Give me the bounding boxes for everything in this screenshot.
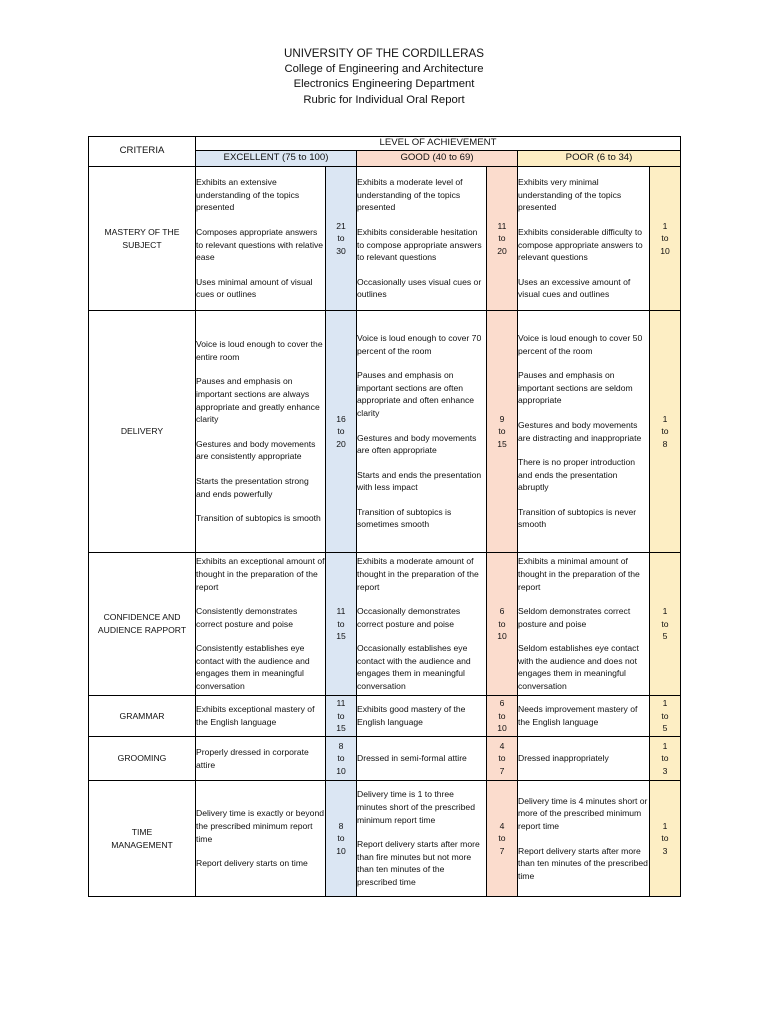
score-text: 10 bbox=[497, 631, 507, 642]
rubric-row bbox=[89, 553, 681, 696]
excellent-score-cell bbox=[326, 167, 357, 311]
excellent-score-cell bbox=[326, 737, 357, 781]
descriptor-text: Voice is loud enough to cover 70 percent of the room bbox=[357, 332, 482, 356]
score-text: 15 bbox=[497, 438, 507, 449]
good-descriptor-cell bbox=[357, 553, 487, 696]
score-text: to bbox=[337, 426, 345, 437]
document-title: Rubric for Individual Oral Report bbox=[303, 93, 465, 106]
score-text: to bbox=[498, 618, 506, 629]
criteria-cell bbox=[89, 553, 196, 696]
good-score-cell bbox=[487, 781, 518, 897]
score-text: 6 bbox=[499, 606, 505, 617]
excellent-descriptor-cell bbox=[196, 696, 326, 737]
excellent-score-cell bbox=[326, 781, 357, 897]
score-text: 1 bbox=[662, 606, 668, 617]
score-text: 30 bbox=[336, 245, 346, 256]
score-text: 1 bbox=[662, 820, 668, 831]
good-score-cell bbox=[487, 737, 518, 781]
descriptor-text: Exhibits considerable hesitation to compose appropriate answers to relevant questions bbox=[357, 226, 482, 263]
descriptor-text: Occasionally uses visual cues or outlines bbox=[357, 276, 482, 300]
document-header bbox=[0, 46, 768, 108]
excellent-descriptor-cell bbox=[196, 553, 326, 696]
score-text: 7 bbox=[499, 845, 505, 856]
score-text: to bbox=[337, 710, 345, 721]
descriptor-text: Exhibits a minimal amount of thought in the preparation of the report bbox=[518, 556, 640, 592]
criteria-label: DELIVERY bbox=[120, 426, 164, 437]
excellent-descriptor-cell bbox=[196, 737, 326, 781]
score-text: 16 bbox=[336, 413, 346, 424]
descriptor-text: Dressed inappropriately bbox=[518, 753, 609, 764]
descriptor-text: Transition of subtopics is smooth bbox=[196, 513, 321, 524]
descriptor-text: Consistently establishes eye contact with the audience and engages them in meaningful conversation bbox=[196, 643, 310, 692]
poor-score-cell bbox=[650, 311, 681, 553]
descriptor-text: Transition of subtopics is sometimes smooth bbox=[357, 506, 452, 530]
criteria-label: GRAMMAR bbox=[119, 710, 165, 721]
score-text: to bbox=[661, 618, 669, 629]
criteria-label: AUDIENCE RAPPORT bbox=[97, 625, 187, 635]
poor-score-cell bbox=[650, 696, 681, 737]
descriptor-text: Starts and ends the presentation with less impact bbox=[357, 469, 482, 493]
poor-header: POOR (6 to 34) bbox=[518, 151, 681, 167]
criteria-header: CRITERIA bbox=[89, 137, 196, 167]
rubric-row bbox=[89, 167, 681, 311]
descriptor-text: Delivery time is 1 to three minutes short of the prescribed minimum report time bbox=[357, 789, 475, 825]
descriptor-text: Exhibits an exceptional amount of thought in the preparation of the report bbox=[196, 556, 325, 592]
good-score-cell bbox=[487, 311, 518, 553]
university-name: UNIVERSITY OF THE CORDILLERAS bbox=[284, 47, 484, 60]
poor-score-cell bbox=[650, 737, 681, 781]
score-text: 11 bbox=[336, 698, 346, 709]
descriptor-text: Delivery time is 4 minutes short or more of the prescribed minimum report time bbox=[518, 795, 648, 831]
descriptor-text: Gestures and body movements are distracting and inappropriate bbox=[518, 419, 642, 443]
score-text: 15 bbox=[336, 631, 346, 642]
rubric-row bbox=[89, 311, 681, 553]
poor-descriptor-cell bbox=[518, 553, 650, 696]
excellent-descriptor-cell bbox=[196, 311, 326, 553]
rubric-row bbox=[89, 737, 681, 781]
descriptor-text: Delivery time is exactly or beyond the prescribed minimum report time bbox=[196, 808, 324, 844]
score-text: to bbox=[661, 710, 669, 721]
score-text: 11 bbox=[336, 606, 346, 617]
good-descriptor-cell bbox=[357, 167, 487, 311]
descriptor-text: Exhibits good mastery of the English language bbox=[357, 704, 466, 727]
score-text: 5 bbox=[662, 723, 668, 734]
score-text: to bbox=[337, 753, 345, 764]
score-text: to bbox=[661, 426, 669, 437]
score-text: to bbox=[661, 833, 669, 844]
poor-score-cell bbox=[650, 553, 681, 696]
poor-descriptor-cell bbox=[518, 737, 650, 781]
descriptor-text: Uses an excessive amount of visual cues and outlines bbox=[518, 276, 631, 300]
criteria-cell bbox=[89, 781, 196, 897]
score-text: to bbox=[498, 710, 506, 721]
college-name: College of Engineering and Architecture bbox=[284, 62, 484, 75]
score-text: to bbox=[337, 233, 345, 244]
score-text: 1 bbox=[662, 740, 668, 751]
descriptor-text: Report delivery starts on time bbox=[196, 858, 308, 869]
descriptor-text: Report delivery starts after more than fire minutes but not more than ten minutes of the prescribed time bbox=[357, 839, 480, 887]
criteria-label: CONFIDENCE AND bbox=[103, 612, 181, 623]
rubric-body bbox=[89, 167, 681, 897]
descriptor-text: Occasionally establishes eye contact with the audience and engages them in meaningful conversation bbox=[357, 643, 471, 692]
good-descriptor-cell bbox=[357, 696, 487, 737]
score-text: 5 bbox=[662, 631, 668, 642]
descriptor-text: Composes appropriate answers to relevant questions with relative ease bbox=[196, 226, 324, 263]
score-text: 4 bbox=[499, 740, 505, 751]
score-text: 1 bbox=[662, 220, 668, 231]
score-text: 7 bbox=[499, 765, 505, 776]
descriptor-text: There is no proper introduction and ends the presentation abruptly bbox=[518, 457, 636, 493]
score-text: 4 bbox=[499, 820, 505, 831]
poor-score-cell bbox=[650, 167, 681, 311]
excellent-score-cell bbox=[326, 311, 357, 553]
poor-descriptor-cell bbox=[518, 781, 650, 897]
level-of-achievement-header: LEVEL OF ACHIEVEMENT bbox=[196, 137, 681, 151]
score-text: to bbox=[498, 753, 506, 764]
descriptor-text: Exhibits an extensive understanding of the topics presented bbox=[196, 177, 300, 213]
score-text: 8 bbox=[662, 438, 668, 449]
good-descriptor-cell bbox=[357, 737, 487, 781]
score-text: to bbox=[337, 833, 345, 844]
criteria-cell bbox=[89, 167, 196, 311]
poor-score-cell bbox=[650, 781, 681, 897]
score-text: 15 bbox=[336, 723, 346, 734]
descriptor-text: Occasionally demonstrates correct posture and poise bbox=[357, 606, 461, 629]
criteria-label: MANAGEMENT bbox=[111, 839, 173, 850]
descriptor-text: Pauses and emphasis on important sections are seldom appropriate bbox=[518, 370, 633, 406]
descriptor-text: Seldom establishes eye contact with the audience and does not engages them in meaningful conversation bbox=[518, 643, 639, 692]
score-text: to bbox=[498, 833, 506, 844]
good-header: GOOD (40 to 69) bbox=[357, 151, 518, 167]
descriptor-text: Voice is loud enough to cover the entire room bbox=[196, 339, 323, 362]
criteria-label: GROOMING bbox=[117, 753, 167, 764]
score-text: 10 bbox=[660, 245, 670, 256]
descriptor-text: Exhibits considerable difficulty to compose appropriate answers to relevant questions bbox=[518, 226, 643, 263]
descriptor-text: Pauses and emphasis on important sections are often appropriate and often enhance clarity bbox=[357, 370, 475, 418]
excellent-score-cell bbox=[326, 553, 357, 696]
descriptor-text: Pauses and emphasis on important sections are always appropriate and greatly enhance clarity bbox=[196, 376, 320, 425]
department-name: Electronics Engineering Department bbox=[293, 78, 475, 91]
good-score-cell bbox=[487, 553, 518, 696]
score-text: 10 bbox=[336, 765, 346, 776]
score-text: 9 bbox=[499, 413, 505, 424]
excellent-descriptor-cell bbox=[196, 167, 326, 311]
score-text: 8 bbox=[338, 740, 344, 751]
descriptor-text: Uses minimal amount of visual cues or outlines bbox=[196, 276, 313, 300]
rubric-table bbox=[88, 136, 681, 897]
descriptor-text: Report delivery starts after more than ten minutes of the prescribed time bbox=[518, 845, 648, 881]
rubric-row bbox=[89, 696, 681, 737]
excellent-header: EXCELLENT (75 to 100) bbox=[196, 151, 357, 167]
good-score-cell bbox=[487, 696, 518, 737]
excellent-descriptor-cell bbox=[196, 781, 326, 897]
poor-descriptor-cell bbox=[518, 696, 650, 737]
good-descriptor-cell bbox=[357, 781, 487, 897]
descriptor-text: Consistently demonstrates correct posture and poise bbox=[196, 606, 298, 629]
score-text: 6 bbox=[499, 698, 505, 709]
score-text: 10 bbox=[497, 723, 507, 734]
score-text: 1 bbox=[662, 413, 668, 424]
descriptor-text: Properly dressed in corporate attire bbox=[196, 746, 309, 770]
score-text: to bbox=[661, 233, 669, 244]
descriptor-text: Gestures and body movements are often appropriate bbox=[357, 432, 477, 456]
score-text: 1 bbox=[662, 698, 668, 709]
descriptor-text: Dressed in semi-formal attire bbox=[357, 753, 467, 764]
score-text: 8 bbox=[338, 820, 344, 831]
rubric-row bbox=[89, 781, 681, 897]
score-text: 20 bbox=[336, 438, 346, 449]
descriptor-text: Exhibits exceptional mastery of the English language bbox=[196, 704, 315, 727]
criteria-label: SUBJECT bbox=[122, 239, 162, 250]
score-text: to bbox=[337, 618, 345, 629]
score-text: to bbox=[498, 426, 506, 437]
score-text: 10 bbox=[336, 845, 346, 856]
excellent-score-cell bbox=[326, 696, 357, 737]
score-text: to bbox=[661, 753, 669, 764]
good-descriptor-cell bbox=[357, 311, 487, 553]
good-score-cell bbox=[487, 167, 518, 311]
score-text: to bbox=[498, 233, 506, 244]
criteria-cell bbox=[89, 737, 196, 781]
descriptor-text: Needs improvement mastery of the English language bbox=[518, 704, 638, 727]
descriptor-text: Voice is loud enough to cover 50 percent of the room bbox=[518, 332, 643, 356]
criteria-cell bbox=[89, 696, 196, 737]
score-text: 20 bbox=[497, 245, 507, 256]
poor-descriptor-cell bbox=[518, 167, 650, 311]
descriptor-text: Transition of subtopics is never smooth bbox=[518, 506, 637, 530]
descriptor-text: Exhibits very minimal understanding of the topics presented bbox=[518, 177, 622, 213]
score-text: 3 bbox=[662, 765, 668, 776]
descriptor-text: Exhibits a moderate amount of thought in the preparation of the report bbox=[357, 556, 479, 592]
descriptor-text: Seldom demonstrates correct posture and poise bbox=[518, 606, 631, 629]
score-text: 3 bbox=[662, 845, 668, 856]
descriptor-text: Gestures and body movements are consistently appropriate bbox=[196, 438, 316, 462]
criteria-label: TIME bbox=[131, 826, 153, 837]
poor-descriptor-cell bbox=[518, 311, 650, 553]
criteria-label: MASTERY OF THE bbox=[104, 226, 180, 237]
descriptor-text: Exhibits a moderate level of understanding of the topics presented bbox=[357, 177, 463, 213]
score-text: 21 bbox=[336, 220, 346, 231]
descriptor-text: Starts the presentation strong and ends powerfully bbox=[196, 475, 309, 499]
score-text: 11 bbox=[497, 220, 507, 231]
criteria-cell bbox=[89, 311, 196, 553]
